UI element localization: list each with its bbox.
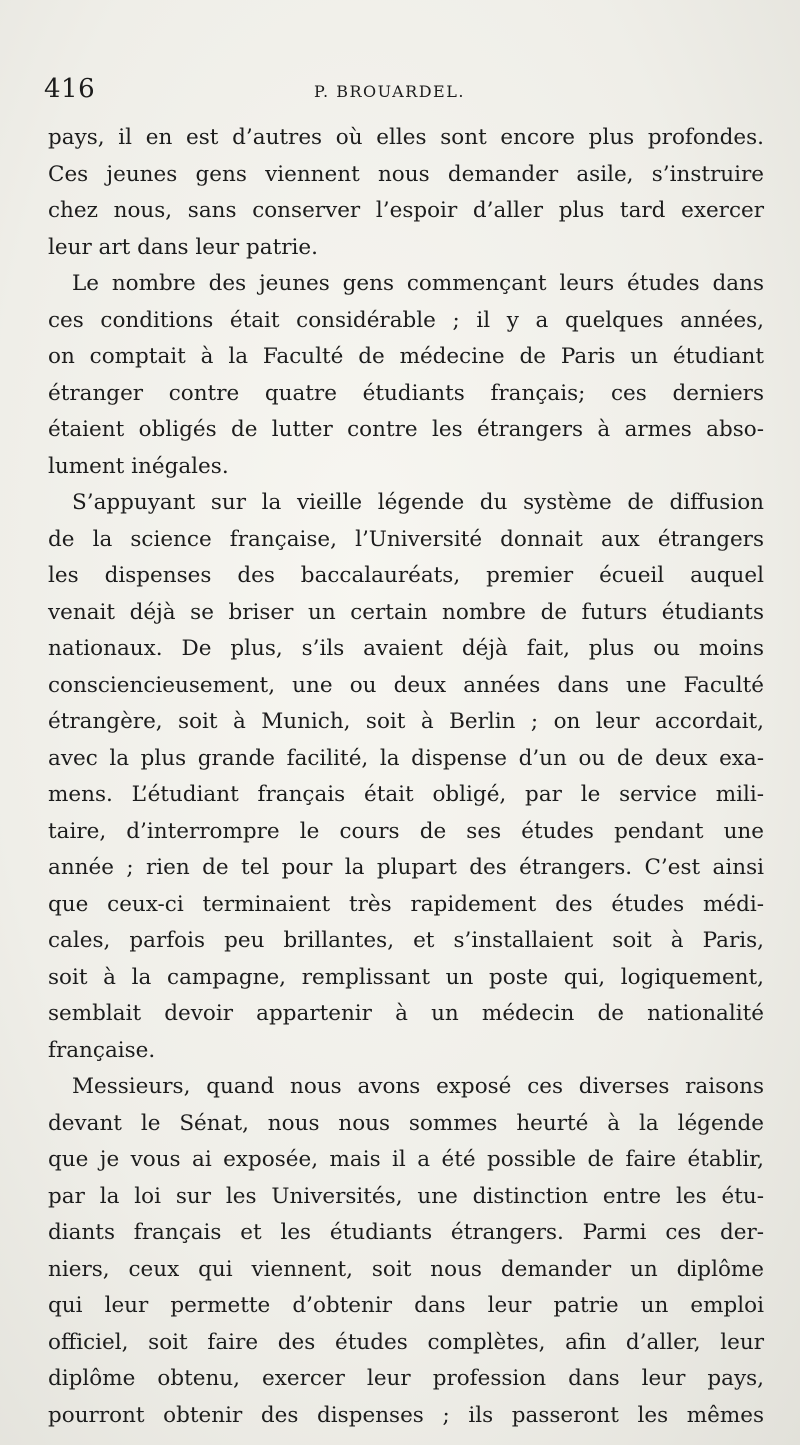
- text-line: pourront obtenir des dispenses ; ils passeront les mêmes: [48, 1402, 764, 1428]
- text-line: mens. L’étudiant français était obligé, par le service mili-: [48, 782, 764, 807]
- text-line: ces conditions était considérable ; il y a quelques années,: [48, 307, 764, 333]
- text-line: semblait devoir appartenir à un médecin de nationalité: [48, 1001, 764, 1026]
- text-line: française.: [48, 1037, 156, 1063]
- page-header: [44, 70, 760, 110]
- text-line: soit à la campagne, remplissant un poste qui, logiquement,: [48, 964, 764, 990]
- text-line: étrangère, soit à Munich, soit à Berlin ; on leur accordait,: [48, 709, 764, 734]
- running-head: P. BROUARDEL.: [314, 82, 465, 101]
- text-line: diplôme obtenu, exercer leur profession dans leur pays,: [48, 1366, 764, 1391]
- text-line: diants français et les étudiants étrangers. Parmi ces der-: [48, 1220, 764, 1245]
- text-line: cales, parfois peu brillantes, et s’installaient soit à Paris,: [48, 928, 764, 953]
- text-line: on comptait à la Faculté de médecine de Paris un étudiant: [48, 344, 764, 369]
- body-text: [48, 120, 764, 1434]
- text-line: lument inégales.: [48, 453, 229, 479]
- text-line: pays, il en est d’autres où elles sont encore plus profondes.: [48, 125, 764, 150]
- text-line: que ceux-ci terminaient très rapidement des études médi-: [48, 891, 764, 917]
- text-line: Messieurs, quand nous avons exposé ces diverses raisons: [72, 1074, 764, 1099]
- text-line: avec la plus grande facilité, la dispense d’un ou de deux exa-: [48, 745, 764, 771]
- text-line: taire, d’interrompre le cours de ses études pendant une: [48, 818, 764, 844]
- text-line: leur art dans leur patrie.: [48, 234, 318, 260]
- text-line: officiel, soit faire des études complètes, afin d’aller, leur: [48, 1329, 764, 1355]
- text-line: de la science française, l’Université donnait aux étrangers: [48, 526, 764, 552]
- page-number: 416: [44, 74, 96, 104]
- text-line: Le nombre des jeunes gens commençant leurs études dans: [72, 271, 764, 296]
- text-line: niers, ceux qui viennent, soit nous demander un diplôme: [48, 1256, 764, 1282]
- text-line: nationaux. De plus, s’ils avaient déjà fait, plus ou moins: [48, 636, 764, 661]
- text-line: chez nous, sans conserver l’espoir d’aller plus tard exercer: [48, 198, 764, 223]
- text-line: devant le Sénat, nous nous sommes heurté à la légende: [48, 1110, 764, 1136]
- text-line: par la loi sur les Universités, une distinction entre les étu-: [48, 1183, 764, 1209]
- text-line: qui leur permette d’obtenir dans leur patrie un emploi: [48, 1293, 764, 1318]
- text-line: année ; rien de tel pour la plupart des étrangers. C’est ainsi: [48, 855, 764, 880]
- text-line: étaient obligés de lutter contre les étrangers à armes abso-: [48, 417, 764, 442]
- text-line: consciencieusement, une ou deux années dans une Faculté: [48, 672, 764, 698]
- text-line: S’appuyant sur la vieille légende du système de diffusion: [72, 490, 764, 515]
- text-line: les dispenses des baccalauréats, premier écueil auquel: [48, 563, 764, 588]
- text-line: Ces jeunes gens viennent nous demander asile, s’instruire: [48, 161, 764, 187]
- text-line: que je vous ai exposée, mais il a été possible de faire établir,: [48, 1147, 764, 1172]
- text-line: étranger contre quatre étudiants français; ces derniers: [48, 380, 764, 406]
- text-line: venait déjà se briser un certain nombre de futurs étudiants: [48, 599, 764, 625]
